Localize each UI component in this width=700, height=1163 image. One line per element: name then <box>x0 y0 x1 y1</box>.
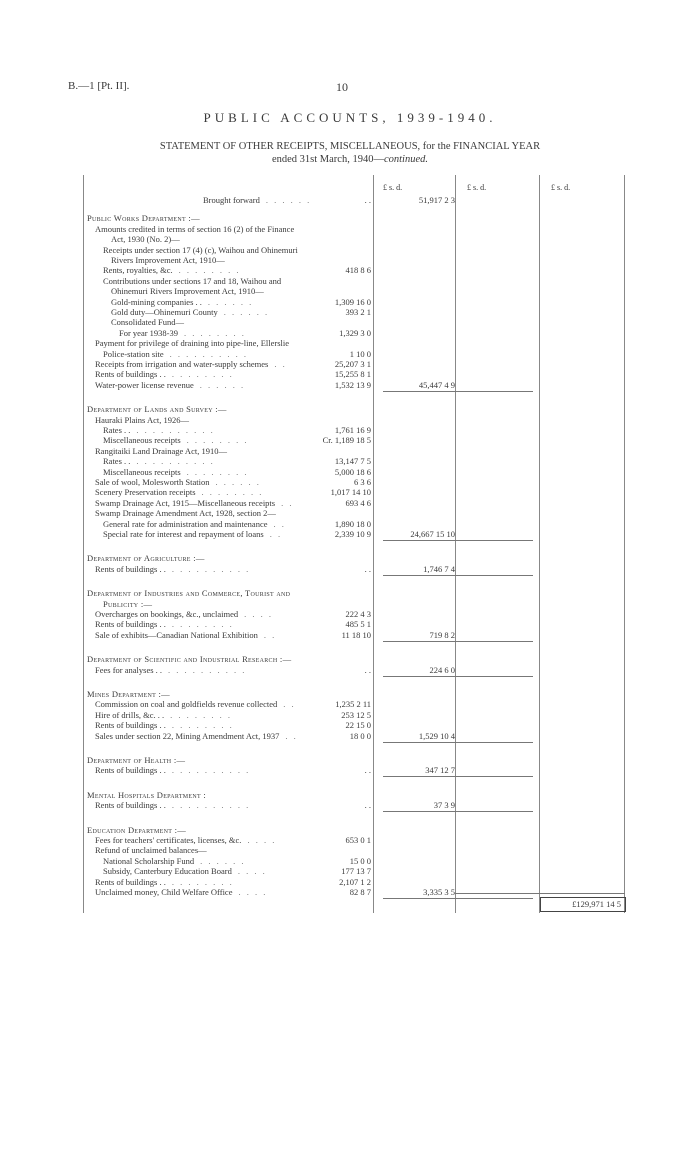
row-label-text: Rents of buildings . . <box>95 369 166 380</box>
row-label-text: Rivers Improvement Act, 1910— <box>111 255 225 265</box>
amount-c1: . . <box>364 563 371 574</box>
section-heading-row <box>83 825 625 835</box>
row-label <box>87 404 371 414</box>
amount-c1: 2,107 1 2 <box>339 876 371 887</box>
row-label <box>103 245 387 255</box>
amount-c1: . . <box>364 765 371 776</box>
table-row <box>83 564 625 574</box>
amount-c1: 653 0 1 <box>345 835 371 845</box>
table-row <box>83 349 625 359</box>
leader-dots: . . . . . . . . <box>171 369 234 380</box>
row-label-text: Amounts credited in terms of section 16 (2) of the Finance <box>95 223 295 234</box>
row-label-text: Miscellaneous receipts <box>103 466 181 477</box>
table-row <box>83 887 625 897</box>
section-heading-row <box>83 553 625 563</box>
amount-c1: 418 8 6 <box>345 265 371 276</box>
section-heading-row <box>83 213 625 223</box>
table-row <box>83 234 625 244</box>
leader-dots: . . . . . . . . . . <box>171 765 251 776</box>
row-label-text: Department of Lands and Survey :— <box>87 404 227 415</box>
leader-dots: . . . . . . . . <box>184 327 246 338</box>
subtotal-rule <box>383 575 533 576</box>
row-label <box>87 588 371 598</box>
row-label <box>103 599 387 609</box>
row-label-text: Commission on coal and goldfields revenue collected <box>95 699 278 710</box>
row-label-text: Education Department :— <box>87 824 187 835</box>
row-label-text: Swamp Drainage Act, 1915—Miscellaneous receipts <box>95 497 276 508</box>
amount-c1: 1,235 2 11 <box>335 699 371 710</box>
amount-c1: Cr. 1,189 18 5 <box>322 435 371 446</box>
leader-dots: . . . . . . . . . . <box>136 456 215 467</box>
amount-c1: 22 15 0 <box>345 720 371 731</box>
section-heading-row <box>83 599 625 609</box>
row-label <box>103 276 387 286</box>
amount-c2: 1,529 10 4 <box>418 730 455 741</box>
table-row <box>83 699 625 709</box>
table-row <box>83 369 625 379</box>
subtotal-rule <box>383 898 533 899</box>
amount-c1: 11 18 10 <box>341 629 371 640</box>
row-label-text: Rangitaiki Land Drainage Act, 1910— <box>95 445 227 456</box>
subtotal-rule <box>383 391 533 392</box>
leader-dots: . . . . . . . . . . <box>168 664 247 675</box>
row-label-text: Refund of unclaimed balances— <box>95 845 207 856</box>
row-label <box>87 825 371 835</box>
row-label <box>103 856 387 866</box>
table-row <box>83 195 625 205</box>
amount-c1: 1,329 3 0 <box>339 327 371 338</box>
column-heading-3: £ s. d. <box>551 183 571 192</box>
row-label-text: Rents of buildings . . <box>95 563 166 574</box>
row-label-text: Rents of buildings . . <box>95 876 166 887</box>
table-row <box>83 425 625 435</box>
row-label-text: Department of Agriculture :— <box>87 553 205 564</box>
row-label-text: National Scholarship Fund <box>103 855 195 866</box>
row-label-text: Fees for analyses . . <box>95 664 163 675</box>
row-label-text: Sale of wool, Molesworth Station <box>95 477 210 487</box>
table-row <box>83 224 625 234</box>
amount-c2: 24,667 15 10 <box>410 529 455 539</box>
section-heading-row <box>83 689 625 699</box>
row-label <box>111 317 395 327</box>
row-label <box>95 630 379 640</box>
table-row <box>83 845 625 855</box>
table-row <box>83 710 625 720</box>
leader-dots: . . . . <box>244 609 274 619</box>
row-label <box>87 689 371 699</box>
row-label <box>95 765 379 775</box>
amount-c1: 2,339 10 9 <box>334 529 371 539</box>
row-label-text: Overcharges on bookings, &c., unclaimed <box>95 609 239 619</box>
row-label-text: Contributions under sections 17 and 18, Waihou and <box>103 275 282 286</box>
amount-c1: 13,147 7 5 <box>334 456 371 467</box>
table-row <box>83 835 625 845</box>
row-label-text: Consolidated Fund— <box>111 317 184 328</box>
amount-c1: . . <box>364 800 371 811</box>
leader-dots: . . . . . . <box>200 855 246 866</box>
table-row <box>83 877 625 887</box>
subtotal-rule <box>383 641 533 642</box>
row-label <box>95 710 379 720</box>
table-row <box>83 467 625 477</box>
row-label-text: Scenery Preservation receipts <box>95 487 196 498</box>
table-row <box>83 446 625 456</box>
subtitle-line-2: ended 31st March, 1940—continued. <box>271 154 428 165</box>
amount-c1: 177 13 7 <box>341 866 371 877</box>
row-label-text: Act, 1930 (No. 2)— <box>111 234 180 245</box>
row-label-text: Rates . . <box>103 425 131 435</box>
leader-dots: . . . . . . . . <box>171 720 234 731</box>
amount-c1: 15,255 8 1 <box>334 369 371 380</box>
row-label <box>111 234 395 244</box>
amount-c2: 45,447 4 9 <box>418 379 455 390</box>
row-label-text: Gold duty—Ohinemuri County <box>111 307 218 317</box>
row-label-text: Rents, royalties, &c. <box>103 265 173 276</box>
row-label-text: Mines Department :— <box>87 689 170 699</box>
leader-dots: . . . . . . . . <box>178 265 241 276</box>
leader-dots: . . . . . . . . . . <box>171 563 251 574</box>
leader-dots: . . . . . . . . . . <box>136 425 215 435</box>
row-label <box>95 665 379 675</box>
row-label-text: Fees for teachers' certificates, licenses, &c. <box>95 835 242 845</box>
table-row <box>83 519 625 529</box>
row-label <box>95 338 379 348</box>
table-row <box>83 665 625 675</box>
row-label <box>87 553 371 563</box>
table-row <box>83 508 625 518</box>
amount-c1: 1,890 18 0 <box>334 518 371 529</box>
subtotal-rule <box>383 811 533 812</box>
amount-c2: 1,746 7 4 <box>423 563 455 574</box>
leader-dots: . . . . . . . . <box>201 487 264 498</box>
amount-c1: 18 0 0 <box>349 730 371 741</box>
leader-dots: . . . . . . . . <box>171 876 234 887</box>
subtotal-rule <box>383 776 533 777</box>
row-label <box>95 731 379 741</box>
row-label-text: Swamp Drainage Amendment Act, 1928, section 2— <box>95 508 276 519</box>
column-heading-2: £ s. d. <box>467 183 487 192</box>
leader-dots: . . <box>263 629 277 640</box>
table-row <box>83 317 625 327</box>
row-label-text: Department of Industries and Commerce, Tourist and <box>87 588 291 599</box>
row-label <box>95 835 379 845</box>
leader-dots: . . . . . . . . <box>186 466 249 477</box>
table-row <box>83 328 625 338</box>
row-label-text: Department of Health :— <box>87 755 186 765</box>
table-row <box>83 765 625 775</box>
leader-dots: . . . . . . <box>223 307 270 317</box>
amount-c1: 222 4 3 <box>345 609 371 619</box>
row-label-text: Rates . . <box>103 456 131 467</box>
amount-c1: 25,207 3 1 <box>334 359 371 369</box>
row-label <box>95 224 379 234</box>
row-label <box>95 720 379 730</box>
table-row <box>83 630 625 640</box>
amount-c1: . . <box>364 664 371 675</box>
table-row <box>83 456 625 466</box>
amount-c1: 393 2 1 <box>345 307 371 317</box>
amount-c1: 5,000 18 6 <box>334 466 371 477</box>
row-label-text: Subsidy, Canterbury Education Board <box>103 866 232 877</box>
row-label <box>87 755 371 765</box>
row-label-text: Receipts from irrigation and water-supply schemes <box>95 359 269 369</box>
amount-c2: 224 6 0 <box>429 664 455 675</box>
total-rule <box>455 893 625 894</box>
row-label <box>95 508 379 518</box>
row-label <box>95 498 379 508</box>
table-row <box>83 276 625 286</box>
row-label-text: Rents of buildings . . <box>95 800 166 811</box>
leader-dots: . . . . . . . . . . <box>171 800 251 811</box>
table-row <box>83 866 625 876</box>
leader-dots: . . . . . . <box>199 379 246 390</box>
row-label-text: Hire of drills, &c. . . <box>95 709 165 720</box>
amount-c1: 15 0 0 <box>349 855 371 866</box>
page-title: PUBLIC ACCOUNTS, 1939-1940. <box>203 110 497 125</box>
row-label-text: Payment for privilege of draining into pipe-line, Ellerslie <box>95 338 290 349</box>
section-heading-row <box>83 588 625 598</box>
row-label-text: Public Works Department :— <box>87 213 200 224</box>
amount-c2: 719 8 2 <box>429 629 455 640</box>
row-label-text: Rents of buildings . . <box>95 720 166 731</box>
table-row <box>83 487 625 497</box>
row-label <box>87 790 371 800</box>
amount-c1: 1,309 16 0 <box>334 296 371 307</box>
statement-table <box>83 175 625 913</box>
statement-subtitle <box>100 140 600 166</box>
amount-c2: 37 3 9 <box>433 800 455 811</box>
document-reference: B.—1 [Pt. II]. <box>68 80 130 92</box>
row-label <box>95 877 379 887</box>
page-number: 10 <box>336 80 348 94</box>
row-label <box>111 286 395 296</box>
row-label-text: Sale of exhibits—Canadian National Exhibition <box>95 629 258 640</box>
table-row <box>83 359 625 369</box>
table-row <box>83 338 625 348</box>
amount-c1: 485 5 1 <box>345 619 371 630</box>
leader-dots: . . <box>281 497 294 508</box>
row-label-text: Gold-mining companies . . <box>111 296 202 307</box>
subtitle-continued: continued. <box>383 154 428 165</box>
row-label-text: Receipts under section 17 (4) (c), Waihou and Ohinemuri <box>103 244 298 255</box>
row-label-text: Rents of buildings . . <box>95 619 166 630</box>
leader-dots: . . . . <box>237 866 267 877</box>
leader-dots: . . . . . . . . <box>171 619 234 630</box>
row-label-text: Special rate for interest and repayment of loans <box>103 529 264 539</box>
leader-dots: . . <box>269 529 283 539</box>
row-label <box>95 446 379 456</box>
row-label-text: Hauraki Plains Act, 1926— <box>95 414 189 425</box>
table-row <box>83 265 625 275</box>
row-label-text: Ohinemuri Rivers Improvement Act, 1910— <box>111 286 264 297</box>
amount-c1: 693 4 6 <box>345 497 371 508</box>
row-label-text: General rate for administration and maintenance <box>103 518 268 529</box>
row-label-text: For year 1938-39 <box>119 327 179 338</box>
table-row <box>83 286 625 296</box>
column-heading-1: £ s. d. <box>383 183 403 192</box>
table-row <box>83 415 625 425</box>
row-label-text: Police-station site <box>103 348 164 359</box>
row-label <box>87 213 371 223</box>
row-label <box>95 619 379 629</box>
leader-dots: . . . . <box>247 835 277 845</box>
leader-dots: . . <box>285 730 298 741</box>
row-label-text: Miscellaneous receipts <box>103 435 181 446</box>
leader-dots: . . <box>283 699 296 710</box>
subtitle-line-1: STATEMENT OF OTHER RECEIPTS, MISCELLANEOUS, for the FINANCIAL YEAR <box>159 141 541 152</box>
row-label-text: Sales under section 22, Mining Amendment Act, 1937 <box>95 730 280 741</box>
table-row <box>83 498 625 508</box>
row-label-text: Rents of buildings . . <box>95 765 166 776</box>
row-label <box>103 349 387 359</box>
row-label <box>111 255 395 265</box>
row-label <box>87 654 371 664</box>
table-row <box>83 245 625 255</box>
leader-dots: . . . . . . . . <box>170 709 233 720</box>
table-row <box>83 731 625 741</box>
table-row <box>83 477 625 487</box>
table-row <box>83 800 625 810</box>
amount-c1: 1,017 14 10 <box>330 487 371 498</box>
grand-total: £129,971 14 5 <box>540 897 626 912</box>
amount-c1: . . <box>364 195 371 205</box>
table-row <box>83 619 625 629</box>
table-row <box>83 609 625 619</box>
section-heading-row <box>83 654 625 664</box>
table-row <box>83 720 625 730</box>
row-label-text: Water-power license revenue <box>95 379 194 390</box>
leader-dots: . . . . <box>238 887 268 897</box>
leader-dots: . . <box>274 359 287 369</box>
leader-dots: . . . . . . <box>215 477 261 487</box>
row-label-text: Unclaimed money, Child Welfare Office <box>95 887 233 897</box>
amount-c2: 3,335 3 5 <box>423 887 455 897</box>
table-row <box>83 856 625 866</box>
amount-c1: 1,761 16 9 <box>334 425 371 435</box>
amount-c1: 253 12 5 <box>341 709 371 720</box>
section-heading-row <box>83 755 625 765</box>
leader-dots: . . . . . . . . <box>186 435 249 446</box>
row-label <box>95 564 379 574</box>
table-row <box>83 380 625 390</box>
section-heading-row <box>83 790 625 800</box>
table-row <box>83 255 625 265</box>
leader-dots: . . . . . . . . . . <box>169 348 249 359</box>
leader-dots: . . . . . . <box>265 195 312 205</box>
amount-c1: 82 8 7 <box>349 887 371 897</box>
row-label <box>95 415 379 425</box>
amount-c2: 347 12 7 <box>425 765 455 776</box>
subtotal-rule <box>383 676 533 677</box>
subtotal-rule <box>383 540 533 541</box>
row-label <box>95 477 379 487</box>
row-label-text: Publicity :— <box>103 598 153 609</box>
table-row <box>83 307 625 317</box>
table-row <box>83 529 625 539</box>
table-row <box>83 297 625 307</box>
amount-c1: 1 10 0 <box>349 348 371 359</box>
amount-c1: 1,532 13 9 <box>334 379 371 390</box>
row-label <box>95 609 379 619</box>
subtotal-rule <box>383 742 533 743</box>
amount-c2: 51,917 2 3 <box>418 195 455 205</box>
row-label <box>95 887 379 897</box>
row-label-text: Brought forward <box>203 195 260 205</box>
row-label-text: Mental Hospitals Department : <box>87 789 207 800</box>
row-label-text: Department of Scientific and Industrial Research :— <box>87 654 292 665</box>
section-heading-row <box>83 404 625 414</box>
leader-dots: . . <box>273 518 286 529</box>
row-label <box>95 800 379 810</box>
row-label <box>95 845 379 855</box>
table-row <box>83 435 625 445</box>
leader-dots: . . . . . . <box>207 296 254 307</box>
amount-c1: 6 3 6 <box>354 477 371 487</box>
row-label <box>103 265 387 275</box>
